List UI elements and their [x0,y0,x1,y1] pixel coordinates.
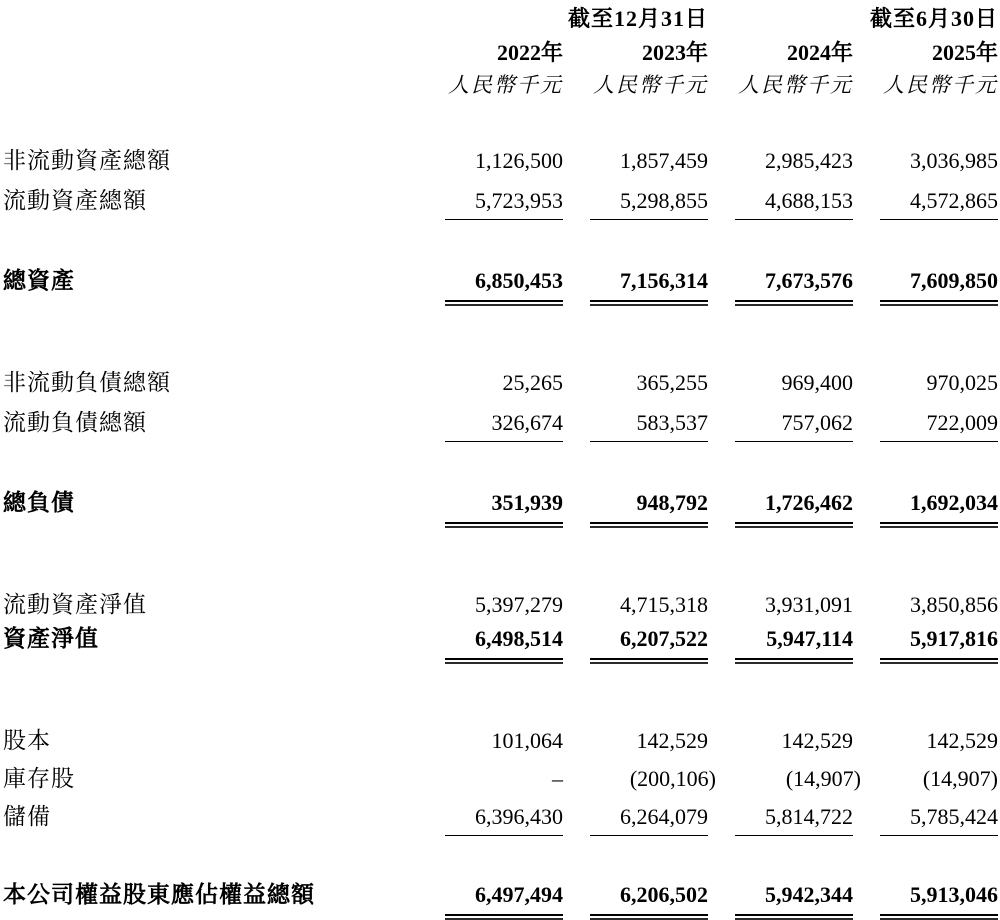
row-label: 本公司權益股東應佔權益總額 [3,882,315,907]
cell-value: 6,206,502 [590,882,708,916]
cell-value: 142,529 [636,728,708,753]
cell-value: 4,688,153 [735,188,853,220]
cell-value: 7,673,576 [735,268,853,302]
year-header-2022: 2022年 [496,40,563,65]
cell-value: 5,723,953 [445,188,563,220]
row-net-assets [3,626,998,660]
year-header-2023: 2023年 [641,40,708,65]
row-total-liabilities [3,490,998,524]
cell-value: 365,255 [636,370,708,395]
cell-value: 5,947,114 [735,626,853,660]
row-label: 流動負債總額 [3,410,147,435]
year-header-2024: 2024年 [786,40,853,65]
cell-value: 6,850,453 [445,268,563,302]
cell-value: 142,529 [926,728,998,753]
cell-value: 326,674 [445,410,563,442]
cell-value: 1,126,500 [475,148,563,173]
cell-value: 1,692,034 [880,490,998,524]
cell-value: 142,529 [781,728,853,753]
row-label: 總負債 [3,490,75,515]
row-treasury-shares [3,766,998,792]
cell-value: 6,264,079 [590,804,708,836]
cell-value: 5,942,344 [735,882,853,916]
unit-header: 人民幣千元 [738,73,853,97]
cell-value: 6,207,522 [590,626,708,660]
cell-value: 101,064 [491,728,563,753]
row-current-assets [3,188,998,220]
row-label: 非流動資產總額 [3,148,171,173]
row-current-liabilities [3,410,998,442]
cell-value: 3,850,856 [910,592,998,617]
cell-value: (14,907) [785,766,861,791]
unit-header: 人民幣千元 [883,73,998,97]
cell-value: 6,497,494 [445,882,563,916]
cell-value: 970,025 [926,370,998,395]
cell-value: 6,498,514 [445,626,563,660]
row-reserves [3,804,998,836]
row-label: 庫存股 [3,766,75,791]
cell-value: 969,400 [781,370,853,395]
year-header-row [3,40,998,66]
cell-value: 6,396,430 [445,804,563,836]
row-label: 儲備 [3,804,51,829]
cell-value: 1,857,459 [620,148,708,173]
row-non-current-assets [3,148,998,174]
unit-header: 人民幣千元 [593,73,708,97]
cell-value: 3,036,985 [910,148,998,173]
cell-value: (200,106) [629,766,716,791]
row-net-current-assets [3,592,998,618]
cell-value: 583,537 [590,410,708,442]
cell-value: 1,726,462 [735,490,853,524]
cell-value: 5,913,046 [880,882,998,916]
cell-value: 757,062 [735,410,853,442]
cell-value: 7,609,850 [880,268,998,302]
unit-header: 人民幣千元 [448,73,563,97]
period-header-dec31: 截至12月31日 [567,6,708,31]
cell-value: 25,265 [502,370,563,395]
cell-value: 4,715,318 [620,592,708,617]
unit-header-row [3,72,998,98]
cell-value: 948,792 [590,490,708,524]
cell-value: 7,156,314 [590,268,708,302]
cell-value: 5,785,424 [880,804,998,836]
row-label: 股本 [3,728,51,753]
row-non-current-liabilities [3,370,998,396]
period-header-row [3,6,998,32]
cell-value: 722,009 [880,410,998,442]
row-label: 流動資產淨值 [3,592,147,617]
cell-value: 351,939 [445,490,563,524]
cell-value: 5,917,816 [880,626,998,660]
row-label: 流動資產總額 [3,188,147,213]
cell-value: – [552,766,563,791]
cell-value: 3,931,091 [765,592,853,617]
cell-value: 5,814,722 [735,804,853,836]
row-total-assets [3,268,998,302]
year-header-2025: 2025年 [931,40,998,65]
row-share-capital [3,728,998,754]
period-header-jun30: 截至6月30日 [869,6,998,31]
row-label: 非流動負債總額 [3,370,171,395]
cell-value: (14,907) [922,766,998,791]
cell-value: 5,298,855 [590,188,708,220]
cell-value: 2,985,423 [765,148,853,173]
row-label: 資產淨值 [3,626,99,651]
cell-value: 4,572,865 [880,188,998,220]
cell-value: 5,397,279 [475,592,563,617]
row-total-equity-attributable [3,882,998,916]
row-label: 總資產 [3,268,75,293]
